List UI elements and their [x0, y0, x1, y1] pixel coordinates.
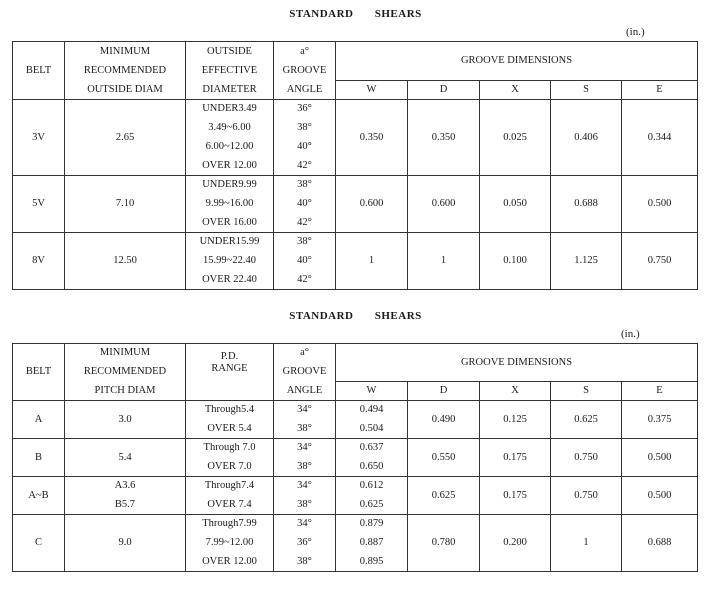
d-cell: 0.350	[408, 100, 480, 176]
angle-cell: 40°	[274, 195, 336, 214]
angle-cell: 40°	[274, 138, 336, 157]
header-col-w: W	[336, 382, 408, 401]
table2-title: STANDARD SHEARS	[289, 310, 422, 322]
w-cell: 0.637	[336, 439, 408, 458]
d-cell: 1	[408, 233, 480, 290]
x-cell: 0.025	[480, 100, 551, 176]
header-range-line3: DIAMETER	[186, 81, 274, 100]
range-cell: OVER 5.4	[186, 420, 274, 439]
table1-title: STANDARD SHEARS	[289, 8, 422, 20]
angle-cell: 38°	[274, 420, 336, 439]
angle-cell: 38°	[274, 496, 336, 515]
header-col-d: D	[408, 81, 480, 100]
min-diam-cell: 3.0	[65, 401, 186, 439]
range-cell: UNDER3.49	[186, 100, 274, 119]
range-cell: OVER 12.00	[186, 553, 274, 572]
s-cell: 0.750	[551, 439, 622, 477]
range-cell: OVER 16.00	[186, 214, 274, 233]
header-range-line2: EFFECTIVE	[186, 62, 274, 81]
angle-cell: 34°	[274, 439, 336, 458]
header-min-line1: MINIMUM	[65, 42, 186, 62]
angle-cell: 38°	[274, 553, 336, 572]
min-diam-cell: 5.4	[65, 439, 186, 477]
belt-cell: B	[13, 439, 65, 477]
header-col-e: E	[622, 382, 698, 401]
table-row	[13, 100, 698, 119]
w-cell: 0.600	[336, 176, 408, 233]
header-range-blank	[186, 382, 274, 401]
w-cell: 0.350	[336, 100, 408, 176]
range-cell: OVER 7.4	[186, 496, 274, 515]
belt-cell: 8V	[13, 233, 65, 290]
header-col-x: X	[480, 382, 551, 401]
e-cell: 0.375	[622, 401, 698, 439]
header-col-x: X	[480, 81, 551, 100]
header-range	[186, 344, 274, 382]
s-cell: 0.406	[551, 100, 622, 176]
x-cell: 0.175	[480, 439, 551, 477]
belt-cell: 3V	[13, 100, 65, 176]
belt-cell: A	[13, 401, 65, 439]
x-cell: 0.100	[480, 233, 551, 290]
min-diam-cell: 12.50	[65, 233, 186, 290]
w-cell: 0.625	[336, 496, 408, 515]
angle-cell: 38°	[274, 233, 336, 252]
x-cell: 0.175	[480, 477, 551, 515]
d-cell: 0.550	[408, 439, 480, 477]
angle-cell: 40°	[274, 252, 336, 271]
header-groove-dimensions: GROOVE DIMENSIONS	[336, 42, 698, 81]
angle-cell: 36°	[274, 100, 336, 119]
range-cell: 7.99~12.00	[186, 534, 274, 553]
range-cell: Through 7.0	[186, 439, 274, 458]
header-angle-line1: a°	[274, 42, 336, 62]
s-cell: 1	[551, 515, 622, 572]
v-belt-groove-table	[12, 41, 698, 290]
header-min-line2: RECOMMENDED	[65, 363, 186, 382]
d-cell: 0.490	[408, 401, 480, 439]
s-cell: 0.625	[551, 401, 622, 439]
d-cell: 0.780	[408, 515, 480, 572]
e-cell: 0.500	[622, 176, 698, 233]
header-col-d: D	[408, 382, 480, 401]
classical-belt-groove-table	[12, 343, 698, 572]
range-cell: UNDER15.99	[186, 233, 274, 252]
w-cell: 0.504	[336, 420, 408, 439]
table2-unit: (in.)	[621, 328, 640, 340]
header-belt: BELT	[13, 42, 65, 100]
w-cell: 0.650	[336, 458, 408, 477]
s-cell: 0.750	[551, 477, 622, 515]
x-cell: 0.050	[480, 176, 551, 233]
header-angle-line1: a°	[274, 344, 336, 363]
angle-cell: 36°	[274, 534, 336, 553]
d-cell: 0.625	[408, 477, 480, 515]
header-min-line3: OUTSIDE DIAM	[65, 81, 186, 100]
range-cell: Through7.99	[186, 515, 274, 534]
angle-cell: 38°	[274, 119, 336, 138]
w-cell: 0.895	[336, 553, 408, 572]
header-range-line1: OUTSIDE	[186, 42, 274, 62]
header-range-line2: RANGE	[211, 362, 248, 374]
angle-cell: 34°	[274, 401, 336, 420]
range-cell: 15.99~22.40	[186, 252, 274, 271]
header-angle-line3: ANGLE	[274, 81, 336, 100]
min-diam-cell: 7.10	[65, 176, 186, 233]
header-angle-line2: GROOVE	[274, 62, 336, 81]
header-min-line3: PITCH DIAM	[65, 382, 186, 401]
e-cell: 0.344	[622, 100, 698, 176]
range-cell: Through7.4	[186, 477, 274, 496]
header-col-w: W	[336, 81, 408, 100]
range-cell: Through5.4	[186, 401, 274, 420]
range-cell: 9.99~16.00	[186, 195, 274, 214]
w-cell: 0.612	[336, 477, 408, 496]
table-row	[13, 401, 698, 420]
w-cell: 0.494	[336, 401, 408, 420]
angle-cell: 34°	[274, 515, 336, 534]
e-cell: 0.500	[622, 477, 698, 515]
range-cell: OVER 22.40	[186, 271, 274, 290]
w-cell: 0.887	[336, 534, 408, 553]
header-col-s: S	[551, 382, 622, 401]
range-cell: OVER 7.0	[186, 458, 274, 477]
angle-cell: 38°	[274, 176, 336, 195]
table1-unit: (in.)	[626, 26, 645, 38]
range-cell: UNDER9.99	[186, 176, 274, 195]
header-angle-line2: GROOVE	[274, 363, 336, 382]
table-row	[13, 233, 698, 252]
min-diam-cell: B5.7	[65, 496, 186, 515]
angle-cell: 34°	[274, 477, 336, 496]
header-min-line2: RECOMMENDED	[65, 62, 186, 81]
s-cell: 0.688	[551, 176, 622, 233]
min-diam-cell: 2.65	[65, 100, 186, 176]
belt-cell: C	[13, 515, 65, 572]
min-diam-cell: A3.6	[65, 477, 186, 496]
table-row	[13, 477, 698, 496]
range-cell: 6.00~12.00	[186, 138, 274, 157]
header-belt: BELT	[13, 344, 65, 401]
table-row	[13, 439, 698, 458]
table-row	[13, 176, 698, 195]
min-diam-cell: 9.0	[65, 515, 186, 572]
d-cell: 0.600	[408, 176, 480, 233]
range-cell: OVER 12.00	[186, 157, 274, 176]
angle-cell: 42°	[274, 214, 336, 233]
s-cell: 1.125	[551, 233, 622, 290]
angle-cell: 42°	[274, 157, 336, 176]
angle-cell: 38°	[274, 458, 336, 477]
e-cell: 0.500	[622, 439, 698, 477]
range-cell: 3.49~6.00	[186, 119, 274, 138]
header-groove-dimensions: GROOVE DIMENSIONS	[336, 344, 698, 382]
header-angle-line3: ANGLE	[274, 382, 336, 401]
belt-cell: A~B	[13, 477, 65, 515]
x-cell: 0.125	[480, 401, 551, 439]
header-range-line1: P.D.	[220, 351, 239, 363]
w-cell: 1	[336, 233, 408, 290]
e-cell: 0.688	[622, 515, 698, 572]
e-cell: 0.750	[622, 233, 698, 290]
angle-cell: 42°	[274, 271, 336, 290]
x-cell: 0.200	[480, 515, 551, 572]
header-col-e: E	[622, 81, 698, 100]
table-row	[13, 515, 698, 534]
belt-cell: 5V	[13, 176, 65, 233]
header-col-s: S	[551, 81, 622, 100]
header-min-line1: MINIMUM	[65, 344, 186, 363]
w-cell: 0.879	[336, 515, 408, 534]
